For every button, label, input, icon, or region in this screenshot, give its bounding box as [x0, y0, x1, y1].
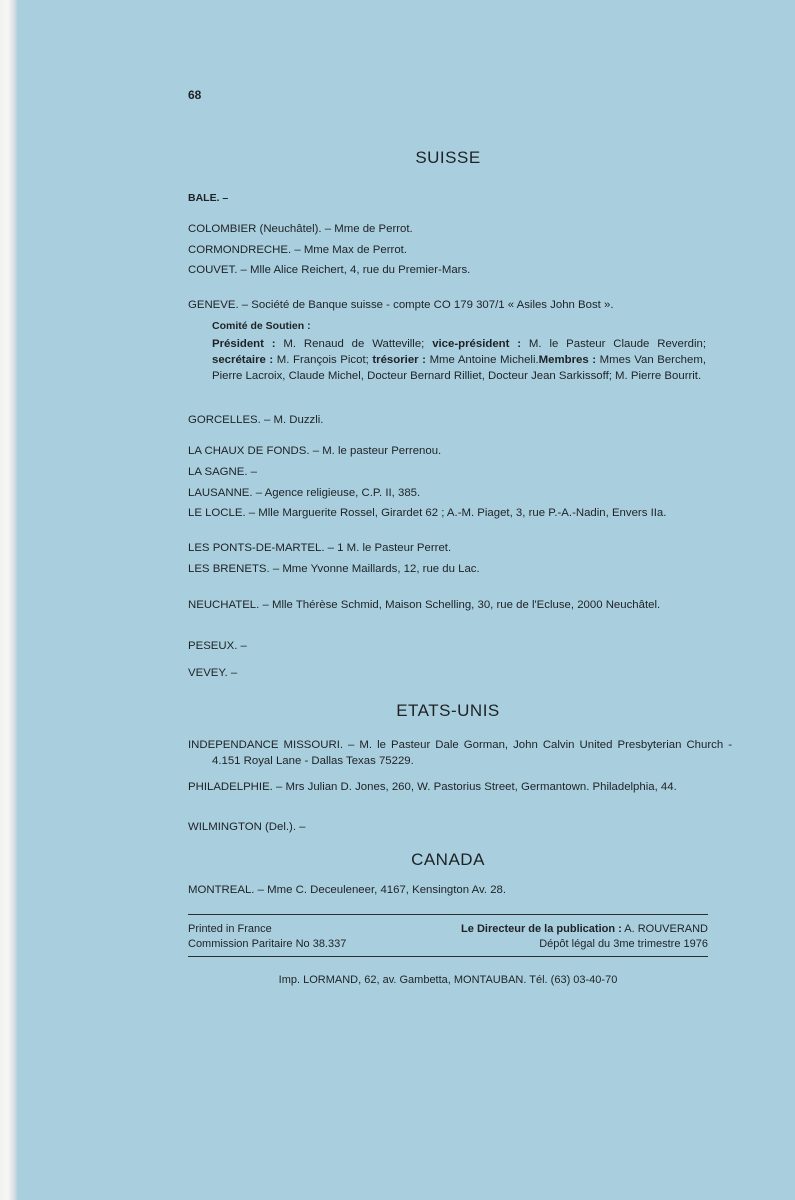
printed-in-france: Printed in France: [188, 923, 272, 935]
entry-montreal: MONTREAL. – Mme C. Deceuleneer, 4167, Kensington Av. 28.: [188, 884, 507, 896]
page-number: 68: [188, 88, 202, 102]
entry-peseux: PESEUX. –: [188, 640, 247, 652]
entry-cormondreche: CORMONDRECHE. – Mme Max de Perrot.: [188, 244, 407, 256]
entry-bale: BALE. –: [188, 192, 229, 204]
page-binding-edge: [0, 0, 18, 1200]
entry-neuchatel: NEUCHATEL. – Mlle Thérèse Schmid, Maison Schelling, 30, rue de l'Ecluse, 2000 Neuchâtel.: [188, 599, 661, 611]
secretaire-text: M. François Picot;: [273, 354, 373, 366]
imprimerie-line: Imp. LORMAND, 62, av. Gambetta, MONTAUBAN. Tél. (63) 03-40-70: [278, 974, 618, 986]
tresorier-text: Mme Antoine Micheli.: [425, 354, 539, 366]
entry-lausanne: LAUSANNE. – Agence religieuse, C.P. II, 385.: [188, 487, 421, 499]
footer-rule-bottom: [188, 956, 708, 957]
entry-independance-missouri: INDEPENDANCE MISSOURI. – M. le Pasteur Dale Gorman, John Calvin United Presbyterian Church - 4.151 Royal Lane - Dallas Texas 75229.: [188, 739, 732, 767]
comite-de-soutien: [212, 318, 706, 384]
section-title-etats-unis: ETATS-UNIS: [396, 701, 500, 720]
entry-le-locle: LE LOCLE. – Mlle Marguerite Rossel, Girardet 62 ; A.-M. Piaget, 3, rue P.-A.-Nadin, Envers IIa.: [188, 507, 667, 519]
depot-legal: Dépôt légal du 3me trimestre 1976: [539, 938, 708, 950]
entry-gorcelles: GORCELLES. – M. Duzzli.: [188, 414, 324, 426]
membres-label: Membres :: [538, 354, 597, 366]
entry-la-chaux-de-fonds: LA CHAUX DE FONDS. – M. le pasteur Perrenou.: [188, 445, 442, 457]
footer-row-1: [188, 922, 708, 937]
footer-row-2: [188, 937, 708, 952]
footer-rule-top: [188, 914, 708, 915]
vice-president-label: vice-président :: [432, 338, 522, 350]
membres-text: Mmes Van Berchem, Pierre Lacroix, Claude Michel, Docteur Bernard Rilliet, Docteur Jean Sarkissoff; M. Pierre Bourrit.: [212, 354, 706, 382]
commission-paritaire: Commission Paritaire No 38.337: [188, 938, 347, 950]
entry-la-sagne: LA SAGNE. –: [188, 466, 258, 478]
section-title-canada: CANADA: [411, 850, 485, 869]
secretaire-label: secrétaire :: [212, 354, 274, 366]
directeur-label: Le Directeur de la publication :: [461, 923, 622, 935]
vice-president-text: M. le Pasteur Claude Reverdin;: [521, 338, 706, 350]
president-label: Président :: [212, 338, 276, 350]
directeur-publication: [461, 922, 708, 937]
entry-philadelphie: PHILADELPHIE. – Mrs Julian D. Jones, 260, W. Pastorius Street, Germantown. Philadelphia, 44.: [188, 781, 677, 793]
entry-les-ponts-de-martel: LES PONTS-DE-MARTEL. – 1 M. le Pasteur Perret.: [188, 542, 452, 554]
directeur-name: A. ROUVERAND: [621, 923, 708, 935]
entry-les-brenets: LES BRENETS. – Mme Yvonne Maillards, 12, rue du Lac.: [188, 563, 480, 575]
section-title-suisse: SUISSE: [415, 148, 481, 167]
comite-heading: Comité de Soutien :: [212, 320, 311, 332]
entry-vevey: VEVEY. –: [188, 667, 238, 679]
entry-geneve: GENEVE. – Société de Banque suisse - compte CO 179 307/1 « Asiles John Bost ».: [188, 299, 614, 311]
entry-wilmington: WILMINGTON (Del.). –: [188, 821, 306, 833]
entry-couvet: COUVET. – Mlle Alice Reichert, 4, rue du Premier-Mars.: [188, 264, 471, 276]
president-text: M. Renaud de Watteville;: [275, 338, 433, 350]
tresorier-label: trésorier :: [372, 354, 426, 366]
entry-colombier: COLOMBIER (Neuchâtel). – Mme de Perrot.: [188, 223, 413, 235]
